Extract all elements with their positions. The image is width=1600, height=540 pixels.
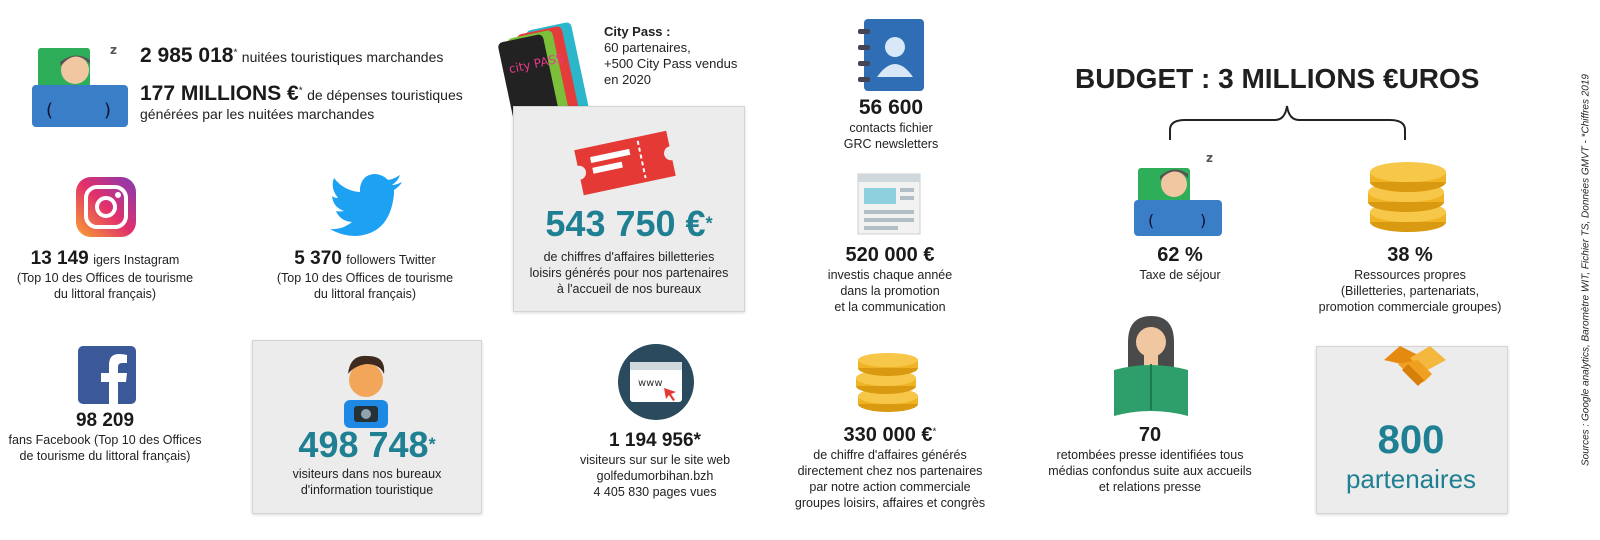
newspaper-reader-icon [1110, 312, 1192, 418]
citypass-info: City Pass : 60 partenaires, +500 City Pass vendus en 2020 [604, 24, 738, 87]
facebook-icon [76, 344, 138, 406]
coins-icon [1360, 160, 1455, 240]
ticketing-stat: 543 750 €* de chiffres d'affaires billetteries loisirs générés pour nos partenaires à l'accueil de nos bureaux [529, 203, 729, 296]
twitter-icon [330, 174, 404, 236]
svg-text:): ) [1200, 211, 1207, 230]
svg-text:www: www [638, 378, 663, 389]
visitors-stat: 498 748* visiteurs dans nos bureaux d'information touristique [292, 424, 442, 497]
facebook-stat: 98 209 fans Facebook (Top 10 des Offices de tourisme du littoral français) [8, 410, 202, 463]
nights-label: nuitées touristiques marchandes [241, 49, 444, 65]
browser-icon [616, 342, 696, 422]
partners-stat: 800 partenaires [1345, 418, 1477, 494]
website-stat: 1 194 956* visiteurs sur sur le site web golfedumorbihan.bzh 4 405 830 pages vues [579, 430, 731, 499]
webpage-icon [856, 172, 922, 236]
svg-text:): ) [104, 100, 112, 121]
spending-stat: 177 MILLIONS €* de dépenses touristiques générées par les nuitées marchandes [140, 82, 463, 122]
contacts-book-icon [852, 15, 932, 95]
own-resources-stat: 38 % Ressources propres (Billetteries, partenariats, promotion commerciale groupes) [1318, 244, 1502, 314]
svg-text:(: ( [1148, 211, 1155, 230]
ticket-icon [570, 128, 680, 198]
instagram-stat: 13 149 igers Instagram (Top 10 des Offices de tourisme du littoral français) [16, 248, 194, 301]
press-stat: 70 retombées presse identifiées tous médias confondus suite aux accueils et relations presse [1048, 424, 1252, 494]
business-stat: 330 000 €* de chiffre d'affaires générés directement chez nos partenaires par notre action commerciale groupes loisirs, affaires et congrès [794, 424, 986, 510]
sleeping-person-icon [30, 40, 130, 130]
budget-brace [1165, 102, 1410, 144]
budget-title: BUDGET : 3 MILLIONS €UROS [1075, 63, 1480, 94]
coins-icon [848, 352, 928, 420]
tax-stat: 62 % Taxe de séjour [1139, 244, 1221, 282]
spending-value: 177 MILLIONS € [140, 82, 299, 105]
handshake-icon [1380, 336, 1450, 396]
svg-text:z: z [1206, 151, 1213, 165]
contacts-stat: 56 600 contacts fichier GRC newsletters [808, 96, 974, 152]
sleeping-person-icon [1130, 148, 1230, 238]
contacts-value: 56 600 [858, 96, 924, 119]
twitter-stat: 5 370 followers Twitter (Top 10 des Offices de tourisme du littoral français) [276, 248, 454, 301]
svg-text:(: ( [46, 100, 54, 121]
instagram-icon [74, 175, 138, 239]
svg-text:city PASS: city PASS [507, 50, 565, 77]
sources-note: Sources : Google analytics, Baromètre WIT, Fichier TS, Données GMVT - *Chiffres 2019 [1580, 73, 1592, 467]
nights-stat: 2 985 018* nuitées touristiques marchandes [140, 44, 444, 67]
nights-value: 2 985 018 [140, 44, 234, 67]
svg-text:z: z [110, 43, 117, 57]
traveler-icon [332, 348, 400, 428]
ticketing-value: 543 750 € [545, 203, 706, 244]
promotion-stat: 520 000 € investis chaque année dans la promotion et la communication [827, 244, 953, 314]
